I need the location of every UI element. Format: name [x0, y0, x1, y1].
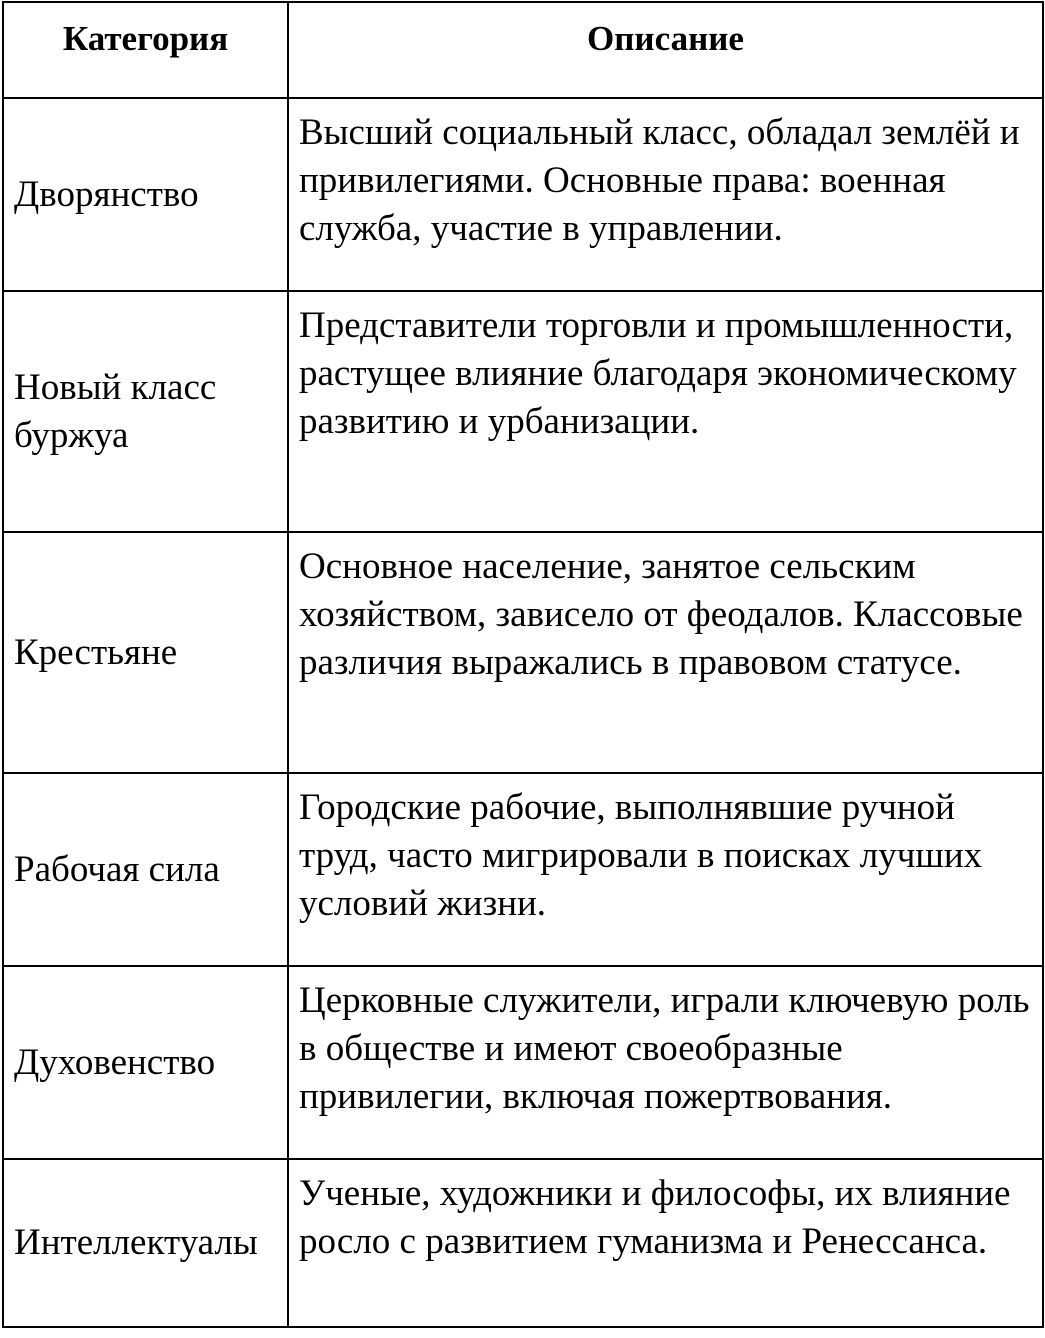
row-description: Представители торговли и промышленности, растущее влияние благодаря экономическому развитию и урбанизации.	[288, 291, 1043, 532]
row-category: Новый класс буржуа	[3, 291, 288, 532]
header-description: Описание	[288, 2, 1043, 98]
row-description: Основное население, занятое сельским хозяйством, зависело от феодалов. Классовые различия выражались в правовом статусе.	[288, 532, 1043, 773]
table-row	[3, 966, 1043, 1159]
row-category: Крестьяне	[3, 532, 288, 773]
row-description: Церковные служители, играли ключевую роль в обществе и имеют своеобразные привилегии, включая пожертвования.	[288, 966, 1043, 1159]
header-category: Категория	[3, 2, 288, 98]
row-description: Высший социальный класс, обладал землёй и привилегиями. Основные права: военная служба, участие в управлении.	[288, 98, 1043, 291]
row-category: Интеллектуалы	[3, 1159, 288, 1327]
table-header-row	[3, 2, 1043, 98]
row-category: Дворянство	[3, 98, 288, 291]
table-row	[3, 773, 1043, 966]
table-row	[3, 98, 1043, 291]
row-description: Ученые, художники и философы, их влияние росло с развитием гуманизма и Ренессанса.	[288, 1159, 1043, 1327]
row-category: Духовенство	[3, 966, 288, 1159]
table-row	[3, 1159, 1043, 1327]
table-row	[3, 291, 1043, 532]
row-description: Городские рабочие, выполнявшие ручной труд, часто мигрировали в поисках лучших условий жизни.	[288, 773, 1043, 966]
social-classes-table	[2, 1, 1044, 1328]
row-category: Рабочая сила	[3, 773, 288, 966]
table-row	[3, 532, 1043, 773]
